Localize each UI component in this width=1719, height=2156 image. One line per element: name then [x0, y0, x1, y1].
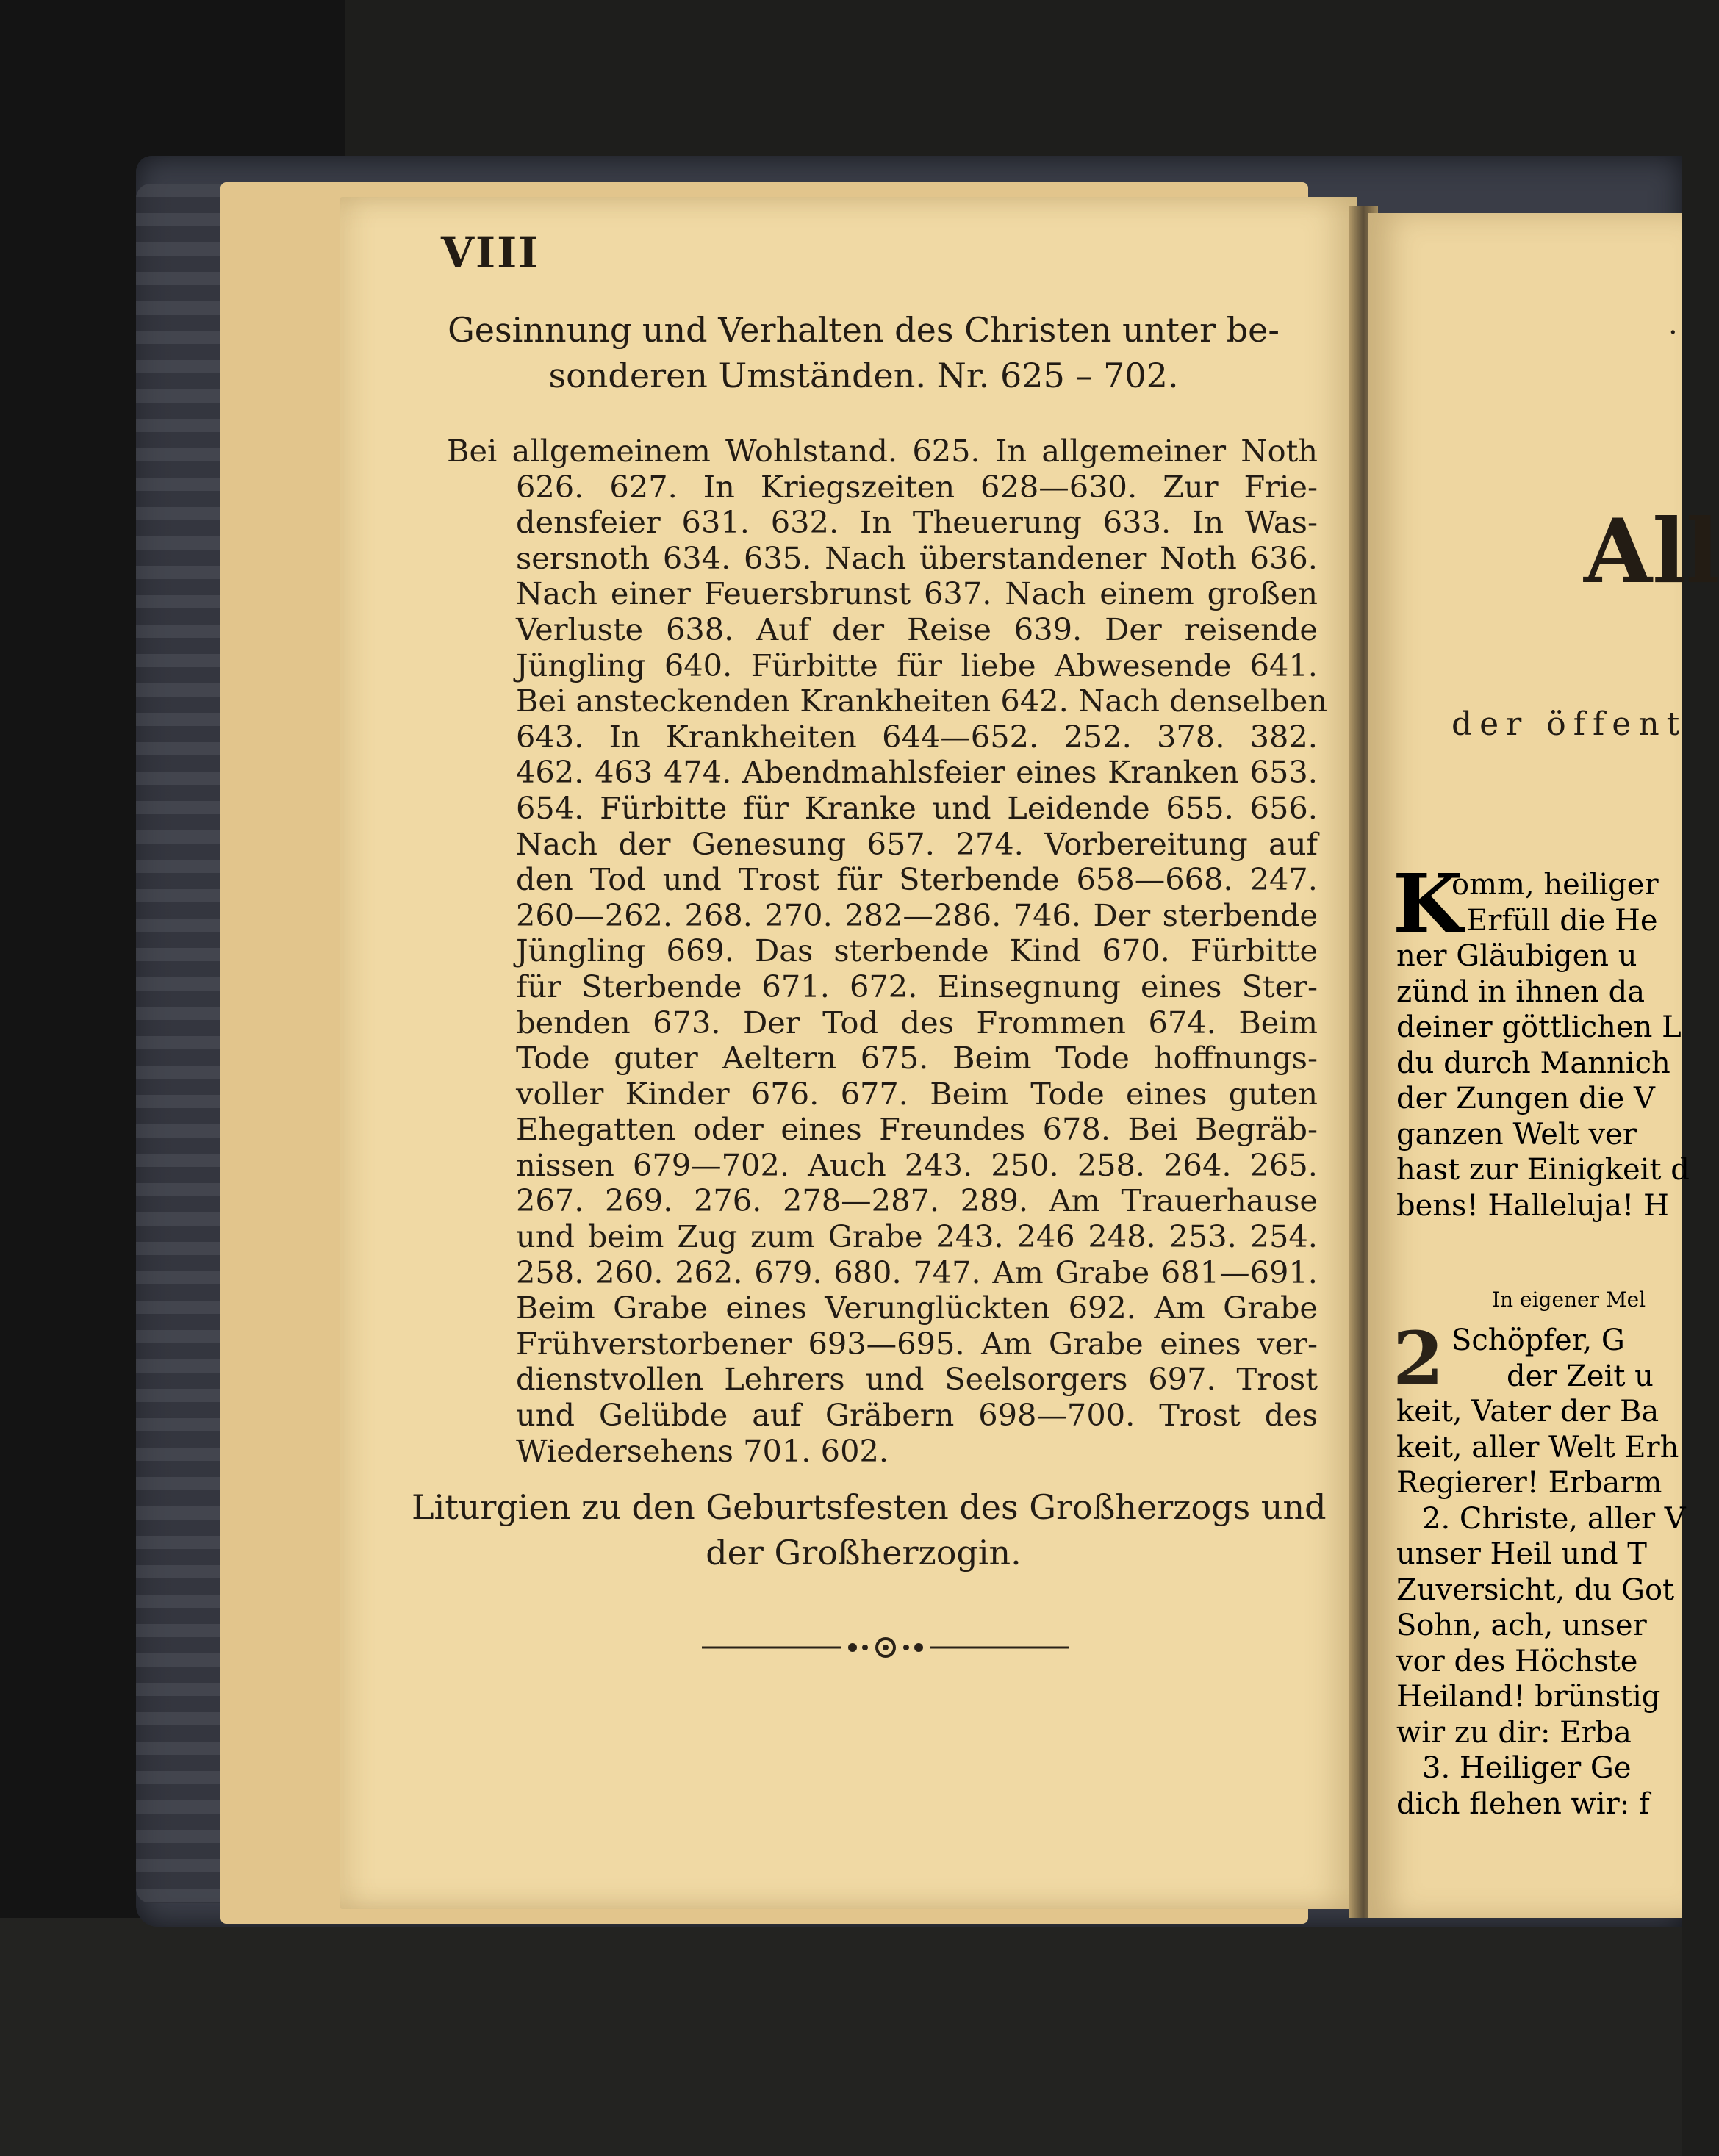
entry-line: 260—262. 268. 270. 282—286. 746. Der sterbende: [516, 896, 1318, 933]
entry-line: Ehegatten oder eines Freundes 678. Bei Begräb-: [516, 1111, 1318, 1148]
hymn-line: keit, Vater der Ba: [1396, 1395, 1659, 1429]
entry-line: und beim Zug zum Grabe 243. 246 248. 253. 254.: [516, 1218, 1318, 1255]
entry-line: nissen 679—702. Auch 243. 250. 258. 264. 265.: [516, 1146, 1318, 1183]
right-page-subtitle: der öffent: [1451, 705, 1687, 743]
entry-line: dienstvollen Lehrers und Seelsorgers 697. Trost: [516, 1361, 1318, 1398]
entry-line: 267. 269. 276. 278—287. 289. Am Trauerhause: [516, 1182, 1318, 1219]
entry-line: 654. Fürbitte für Kranke und Leidende 655. 656.: [516, 789, 1318, 826]
hymn-line: dich flehen wir: f: [1396, 1786, 1650, 1821]
entry-line: Bei ansteckenden Krankheiten 642. Nach denselben: [516, 683, 1328, 719]
melody-rubric: In eigener Mel: [1492, 1287, 1646, 1312]
entry-line: densfeier 631. 632. In Theuerung 633. In Was-: [516, 504, 1318, 541]
entry-line: Jüngling 669. Das sterbende Kind 670. Fürbitte: [516, 933, 1318, 969]
entry-line: sersnoth 634. 635. Nach überstandener Noth 636.: [516, 539, 1318, 576]
hymn-line: Schöpfer, G: [1451, 1323, 1625, 1357]
entry-line: 626. 627. In Kriegszeiten 628—630. Zur Frie-: [516, 468, 1318, 505]
entry-line: für Sterbende 671. 672. Einsegnung eines Ster-: [516, 968, 1318, 1005]
liturgy-heading-line: der Großherzogin.: [706, 1533, 1022, 1573]
hymn-line: du durch Mannich: [1396, 1046, 1670, 1080]
entry-line: Nach der Genesung 657. 274. Vorbereitung auf: [516, 825, 1318, 862]
section-heading-line: sonderen Umständen. Nr. 625 – 702.: [548, 356, 1179, 395]
entry-line: Tode guter Aeltern 675. Beim Tode hoffnungs-: [516, 1040, 1318, 1077]
entry-line: 258. 260. 262. 679. 680. 747. Am Grabe 681—691.: [516, 1254, 1318, 1290]
hymn-line: Zuversicht, du Got: [1396, 1573, 1675, 1607]
right-page-title: All: [1584, 500, 1719, 603]
liturgy-heading: [412, 1484, 1327, 1575]
index-entries: [447, 433, 1328, 1469]
hymn-number: 2: [1393, 1315, 1444, 1402]
hymn-line: 3. Heiliger Ge: [1422, 1751, 1632, 1785]
hymn-line: omm, heiliger: [1451, 868, 1659, 902]
hymn-line: unser Heil und T: [1396, 1537, 1647, 1571]
hymn-dropcap: K: [1393, 856, 1463, 951]
entry-line: Bei allgemeinem Wohlstand. 625. In allgemeiner Noth: [447, 433, 1318, 469]
entry-line: und Gelübde auf Gräbern 698—700. Trost des: [516, 1397, 1318, 1434]
background-bottom: [0, 1918, 1682, 2156]
right-page-dot: ·: [1668, 316, 1678, 350]
hymn-line: zünd in ihnen da: [1396, 974, 1646, 1009]
hymn-line: bens! Halleluja! H: [1396, 1188, 1669, 1223]
hymn-line: der Zeit u: [1507, 1359, 1654, 1393]
section-heading: [412, 307, 1316, 398]
entry-line: Frühverstorbener 693—695. Am Grabe eines ver-: [516, 1325, 1318, 1362]
entry-line: Jüngling 640. Fürbitte für liebe Abwesende 641.: [516, 647, 1318, 683]
hymn-line: vor des Höchste: [1396, 1644, 1638, 1678]
entry-line: voller Kinder 676. 677. Beim Tode eines guten: [516, 1075, 1318, 1112]
entry-line: den Tod und Trost für Sterbende 658—668. 247.: [516, 861, 1318, 898]
entry-line: Nach einer Feuersbrunst 637. Nach einem großen: [516, 575, 1318, 612]
entry-line: 462. 463 474. Abendmahlsfeier eines Kranken 653.: [516, 754, 1318, 791]
hymn-line: hast zur Einigkeit d: [1396, 1153, 1690, 1187]
hymn-1: [1396, 867, 1690, 1223]
hymn-line: Erfüll die He: [1466, 903, 1658, 938]
entry-line: Verluste 638. Auf der Reise 639. Der reisende: [516, 611, 1318, 647]
page-number: VIII: [441, 228, 540, 278]
liturgy-heading-line: Liturgien zu den Geburtsfesten des Großherzogs und: [412, 1487, 1327, 1527]
entry-line: benden 673. Der Tod des Frommen 674. Beim: [516, 1004, 1318, 1041]
hymn-line: Heiland! brünstig: [1396, 1680, 1661, 1714]
hymn-line: ner Gläubigen u: [1396, 939, 1637, 973]
section-heading-line: Gesinnung und Verhalten des Christen unter be-: [448, 310, 1280, 350]
ornament-divider-icon: [702, 1633, 1069, 1662]
entry-line: Wiedersehens 701. 602.: [516, 1432, 889, 1469]
hymn-line: wir zu dir: Erba: [1396, 1715, 1632, 1750]
hymn-2: [1396, 1323, 1686, 1822]
hymn-line: der Zungen die V: [1396, 1082, 1655, 1115]
entry-line: Beim Grabe eines Verunglückten 692. Am Grabe: [516, 1290, 1318, 1326]
hymn-line: Regierer! Erbarm: [1396, 1466, 1662, 1500]
entry-line: 643. In Krankheiten 644—652. 252. 378. 382.: [516, 718, 1318, 755]
hymn-line: 2. Christe, aller V: [1422, 1501, 1686, 1536]
hymn-line: deiner göttlichen L: [1396, 1010, 1682, 1044]
book-spine: [136, 184, 224, 1903]
hymn-line: keit, aller Welt Erh: [1396, 1430, 1679, 1465]
hymn-line: Sohn, ach, unser: [1396, 1609, 1647, 1642]
hymn-line: ganzen Welt ver: [1396, 1117, 1637, 1151]
